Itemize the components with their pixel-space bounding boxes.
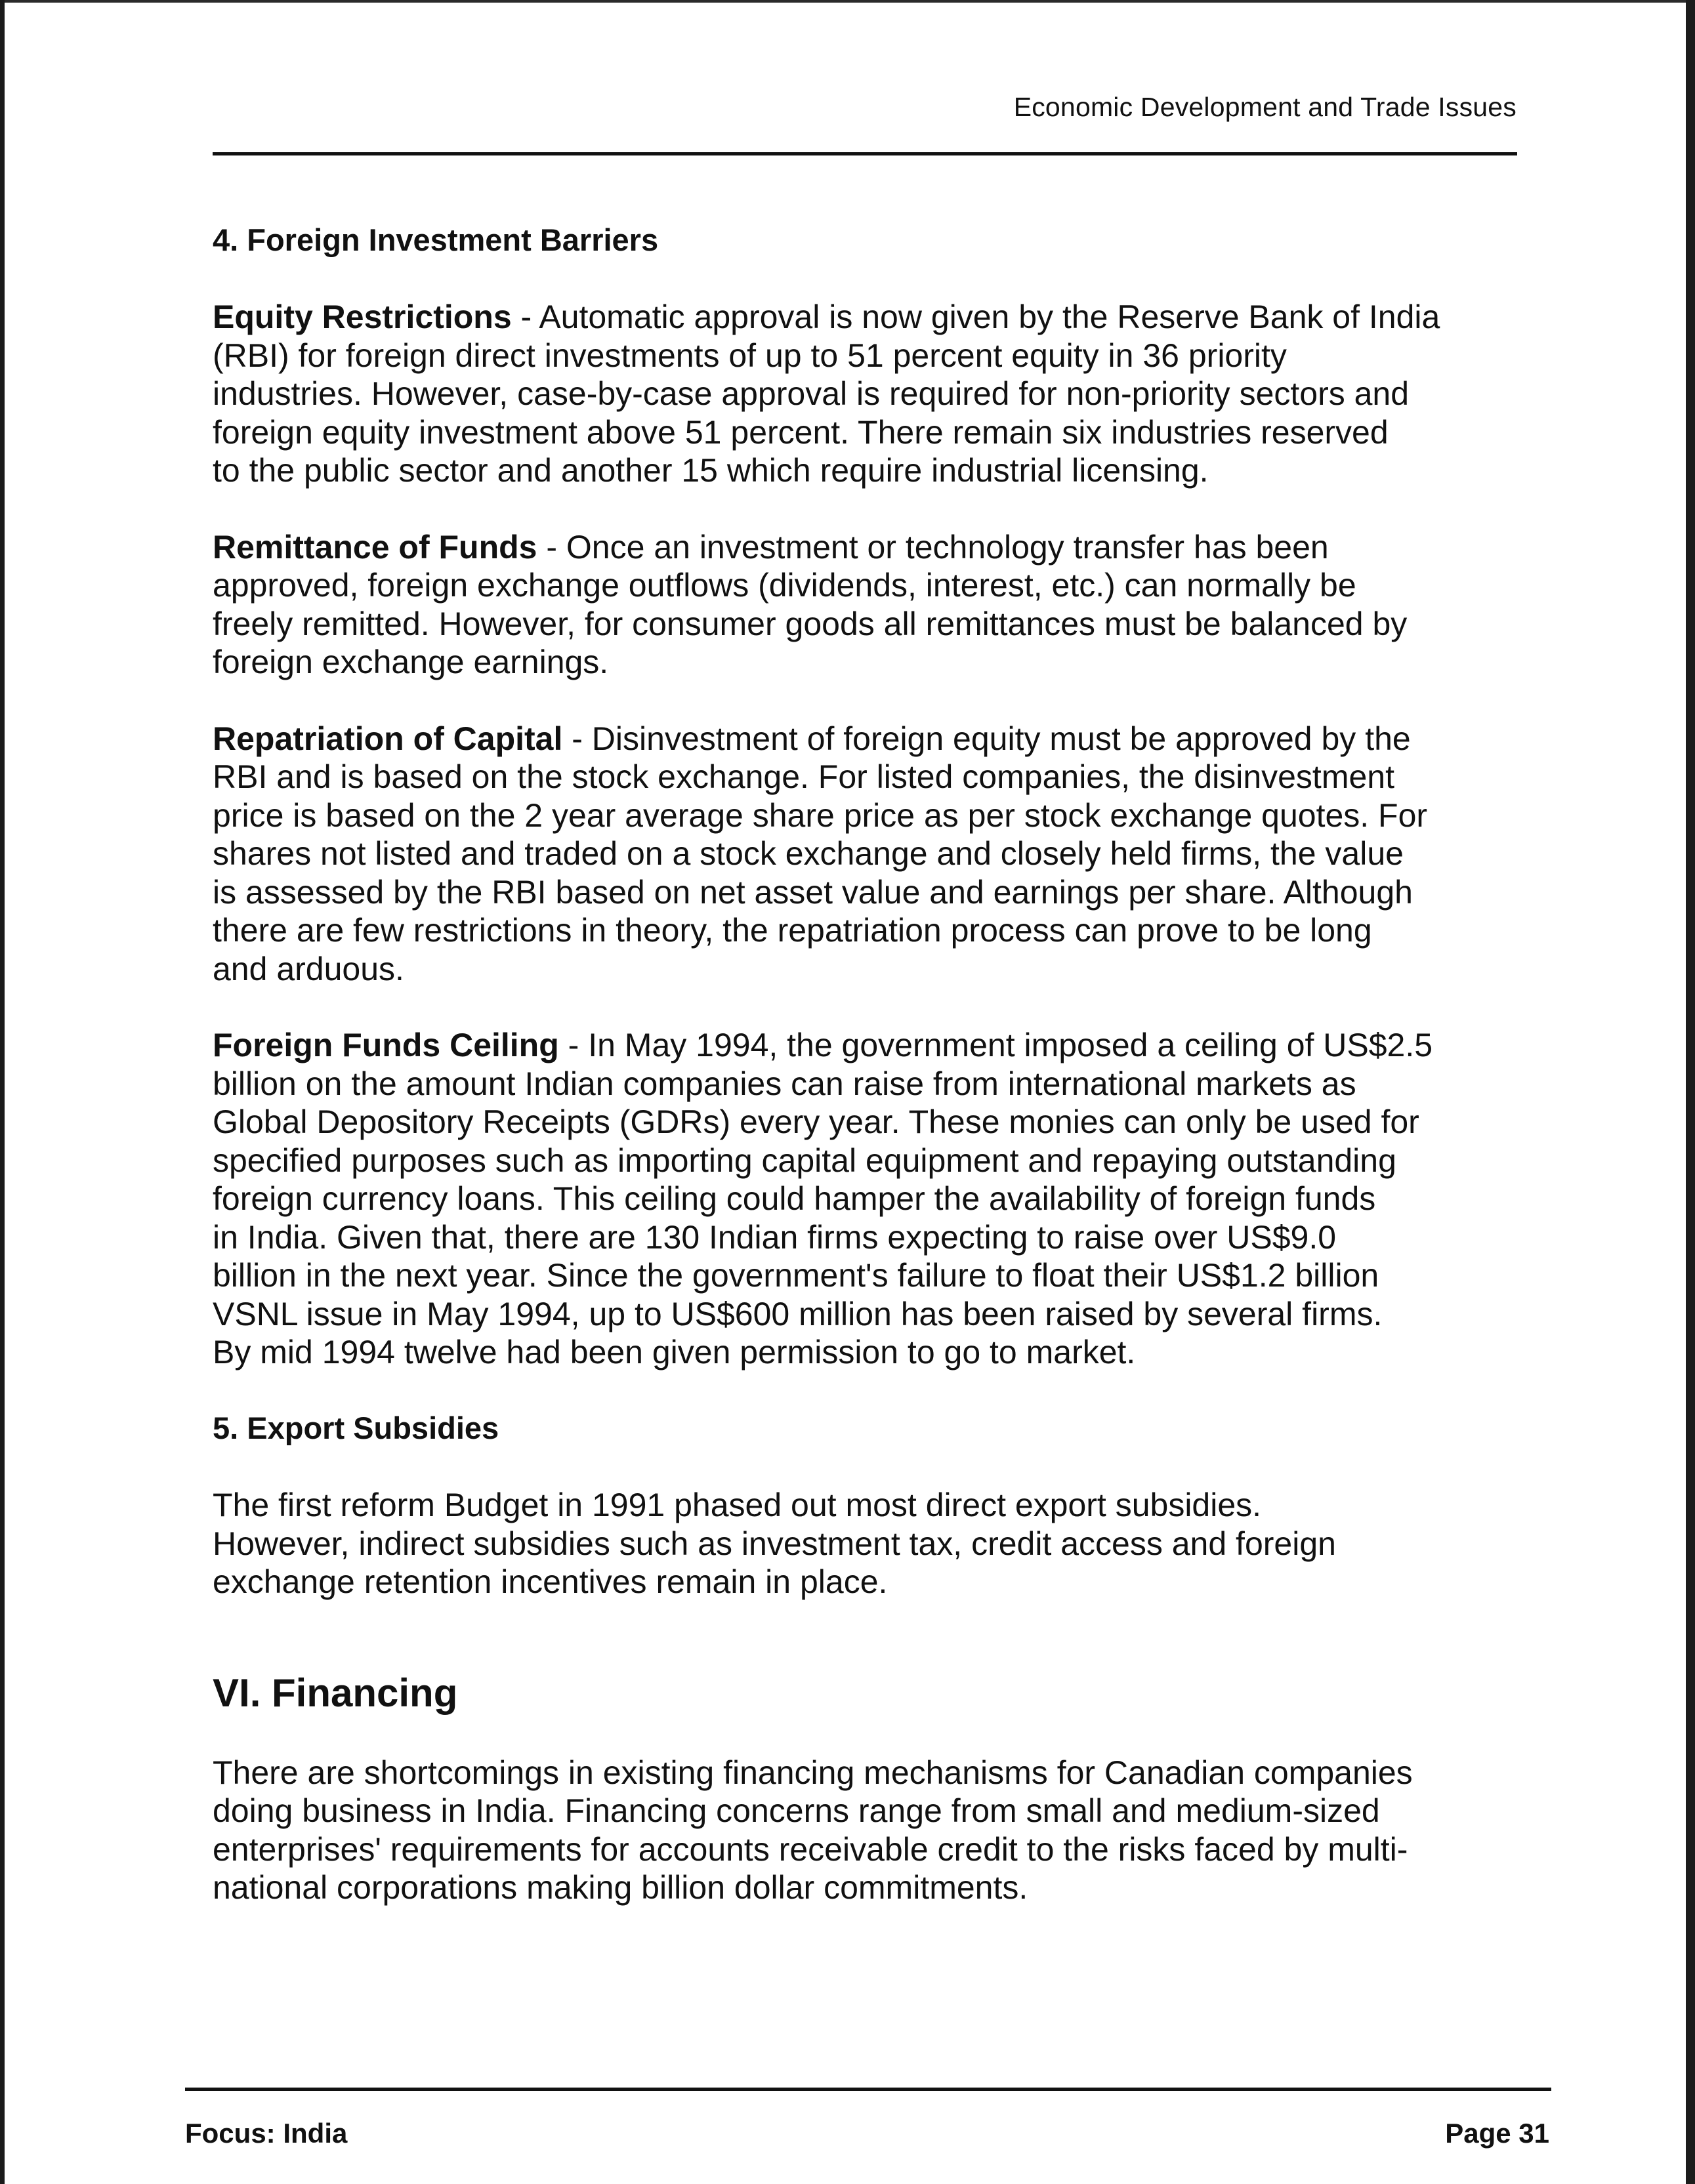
footer-page-number: Page 31	[1445, 2118, 1549, 2149]
paragraph-repatriation-of-capital	[213, 720, 1538, 989]
lead-term-foreign-funds-ceiling: Foreign Funds Ceiling	[213, 1027, 559, 1064]
lead-term-equity-restrictions: Equity Restrictions	[213, 299, 512, 336]
header-rule	[213, 152, 1517, 155]
paragraph-text: - Automatic approval is now given by the Reserve Bank of India (RBI) for foreign direct investments of up to 51 percent equity in 36 priority industries. However, case-by-case approval is required for non-priority sectors and foreign equity investment above 51 percent. There remain six industries reserved to the public sector and another 15 which require industrial licensing.	[213, 299, 1440, 489]
paragraph-text: - In May 1994, the government imposed a ceiling of US$2.5 billion on the amount Indian companies can raise from international markets as Global Depository Receipts (GDRs) every year. These monies can only be used for specified purposes such as importing capital equipment and repaying outstanding foreign currency loans. This ceiling could hamper the availability of foreign funds in India. Given that, there are 130 Indian firms expecting to raise over US$9.0 billion in the next year. Since the government's failure to float their US$1.2 billion VSNL issue in May 1994, up to US$600 million has been raised by several firms. By mid 1994 twelve had been given permission to go to market.	[213, 1027, 1433, 1371]
page-body	[213, 222, 1538, 1945]
paragraph-financing: There are shortcomings in existing financing mechanisms for Canadian companies doing business in India. Financing concerns range from small and medium-sized enterprises' requirements for accounts receivable credit to the risks faced by multi- national corporations making billion dollar commitments.	[213, 1754, 1413, 1906]
paragraph-text: - Once an investment or technology transfer has been approved, foreign exchange outflows (dividends, interest, etc.) can normally be freely remitted. However, for consumer goods all remittances must be balanced by foreign exchange earnings.	[213, 528, 1408, 681]
paragraph-export-subsidies: The first reform Budget in 1991 phased out most direct export subsidies. However, indirect subsidies such as investment tax, credit access and foreign exchange retention incentives remain in place.	[213, 1487, 1336, 1601]
lead-term-remittance-of-funds: Remittance of Funds	[213, 528, 537, 566]
paragraph-foreign-funds-ceiling	[213, 1026, 1538, 1372]
paragraph-remittance-of-funds	[213, 528, 1538, 682]
lead-term-repatriation-of-capital: Repatriation of Capital	[213, 720, 563, 757]
scan-edge-right	[1686, 0, 1695, 2184]
footer-rule	[185, 2088, 1551, 2091]
scan-edge-top	[0, 0, 1695, 3]
subheading-export-subsidies: 5. Export Subsidies	[213, 1410, 499, 1445]
section-heading-financing: VI. Financing	[213, 1670, 458, 1715]
footer-publication: Focus: India	[185, 2118, 348, 2149]
paragraph-equity-restrictions	[213, 298, 1538, 490]
scan-edge-left	[0, 0, 5, 2184]
subheading-foreign-investment-barriers: 4. Foreign Investment Barriers	[213, 222, 659, 257]
running-header: Economic Development and Trade Issues	[1013, 92, 1517, 122]
paragraph-text: - Disinvestment of foreign equity must be approved by the RBI and is based on the stock exchange. For listed companies, the disinvestment price is based on the 2 year average share price as per stock exchange quotes. For shares not listed and traded on a stock exchange and closely held firms, the value is assessed by the RBI based on net asset value and earnings per share. Although there are few restrictions in theory, the repatriation process can prove to be long and arduous.	[213, 720, 1428, 987]
